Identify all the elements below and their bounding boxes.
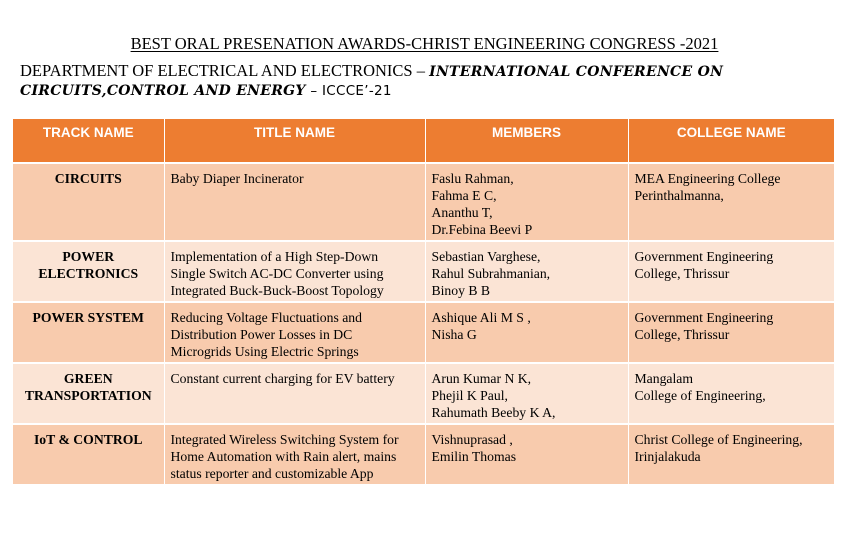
cell-text-line: status reporter and customizable App — [170, 466, 374, 481]
cell-text-line: Fahma E C, — [431, 188, 497, 203]
cell-text-line: Nisha G — [431, 327, 477, 342]
cell-text-line: College of Engineering, — [634, 388, 766, 403]
title-cell — [164, 363, 425, 424]
cell-text-line: Single Switch AC-DC Converter using — [170, 266, 384, 281]
cell-text-line: Irinjalakuda — [634, 449, 701, 464]
members-cell — [425, 302, 628, 363]
cell-text-line: Reducing Voltage Fluctuations and — [170, 310, 362, 325]
title-cell — [164, 302, 425, 363]
track-cell — [13, 163, 164, 241]
awards-table — [13, 119, 834, 484]
cell-text-line: CIRCUITS — [54, 171, 122, 186]
cell-text-line: POWER SYSTEM — [32, 310, 144, 325]
track-cell — [13, 363, 164, 424]
cell-text-line: Vishnuprasad , — [431, 432, 513, 447]
department-label: DEPARTMENT OF ELECTRICAL AND ELECTRONICS – — [20, 61, 430, 80]
cell-text-line: Mangalam — [634, 371, 694, 386]
conference-name: INTERNATIONAL CONFERENCE ON CIRCUITS,CONTROL AND ENERGY — [20, 64, 724, 99]
table-row — [13, 241, 834, 302]
college-cell — [628, 241, 834, 302]
cell-text-line: Implementation of a High Step-Down — [170, 249, 379, 264]
members-cell — [425, 363, 628, 424]
members-cell — [425, 163, 628, 241]
table-row — [13, 363, 834, 424]
cell-text-line: Rahumath Beeby K A, — [431, 405, 556, 420]
track-cell — [13, 241, 164, 302]
table-body — [13, 163, 834, 484]
cell-text-line: TRANSPORTATION — [24, 388, 152, 403]
members-cell — [425, 241, 628, 302]
cell-text-line: Distribution Power Losses in DC — [170, 327, 353, 342]
college-cell — [628, 302, 834, 363]
cell-text-line: Home Automation with Rain alert, mains — [170, 449, 397, 464]
header-members: MEMBERS — [425, 119, 628, 163]
page-title — [0, 34, 849, 54]
college-cell — [628, 163, 834, 241]
title-cell — [164, 424, 425, 484]
college-cell — [628, 363, 834, 424]
cell-text-line: Sebastian Varghese, — [431, 249, 541, 264]
table-header-row — [13, 119, 834, 163]
cell-text-line: ELECTRONICS — [38, 266, 139, 281]
cell-text-line: College, Thrissur — [634, 327, 730, 342]
cell-text-line: Arun Kumar N K, — [431, 371, 532, 386]
cell-text-line: Emilin Thomas — [431, 449, 517, 464]
cell-text-line: IoT & CONTROL — [33, 432, 143, 447]
cell-text-line: Binoy B B — [431, 283, 491, 298]
cell-text-line: Government Engineering — [634, 310, 774, 325]
cell-text-line: Integrated Wireless Switching System for — [170, 432, 399, 447]
cell-text-line: Microgrids Using Electric Springs — [170, 344, 359, 359]
cell-text-line: Ananthu T, — [431, 205, 493, 220]
header-track-name: TRACK NAME — [13, 119, 164, 163]
cell-text-line: Faslu Rahman, — [431, 171, 514, 186]
cell-text-line: Rahul Subrahmanian, — [431, 266, 551, 281]
college-cell — [628, 424, 834, 484]
cell-text-line: College, Thrissur — [634, 266, 730, 281]
header-college-name: COLLEGE NAME — [628, 119, 834, 163]
conference-subtitle — [20, 62, 820, 100]
title-cell — [164, 163, 425, 241]
track-cell — [13, 302, 164, 363]
header-title-name: TITLE NAME — [164, 119, 425, 163]
cell-text-line: Baby Diaper Incinerator — [170, 171, 304, 186]
table-row — [13, 424, 834, 484]
table-row — [13, 302, 834, 363]
members-cell — [425, 424, 628, 484]
cell-text-line: Perinthalmanna, — [634, 188, 724, 203]
cell-text-line: POWER — [62, 249, 115, 264]
cell-text-line: Ashique Ali M S , — [431, 310, 531, 325]
cell-text-line: Phejil K Paul, — [431, 388, 508, 403]
cell-text-line: Integrated Buck-Buck-Boost Topology — [170, 283, 384, 298]
awards-title: BEST ORAL PRESENATION AWARDS-CHRIST ENGINEERING CONGRESS -2021 — [130, 34, 719, 53]
cell-text-line: Christ College of Engineering, — [634, 432, 803, 447]
title-cell — [164, 241, 425, 302]
cell-text-line: Dr.Febina Beevi P — [431, 222, 533, 237]
cell-text-line: MEA Engineering College — [634, 171, 781, 186]
cell-text-line: Constant current charging for EV battery — [170, 371, 395, 386]
conference-short-name: – ICCCE’-21 — [305, 83, 392, 99]
cell-text-line: GREEN — [63, 371, 113, 386]
track-cell — [13, 424, 164, 484]
cell-text-line: Government Engineering — [634, 249, 774, 264]
table-row — [13, 163, 834, 241]
